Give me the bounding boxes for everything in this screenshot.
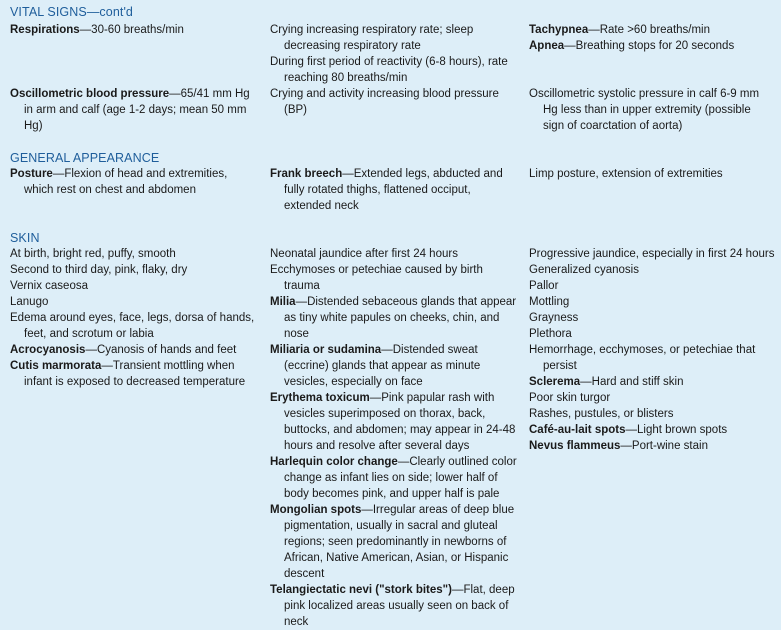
finding-item — [10, 278, 256, 294]
finding-text: At birth, bright red, puffy, smooth — [10, 248, 176, 260]
finding-term: Apnea — [529, 40, 565, 52]
finding-item — [529, 294, 775, 310]
finding-text: Poor skin turgor — [529, 392, 611, 404]
finding-text: —Flat, deep pink localized areas usually seen on back of neck — [284, 584, 515, 628]
finding-item — [529, 262, 775, 278]
finding-text: Limp posture, extension of extremities — [529, 168, 723, 180]
finding-text: Vernix caseosa — [10, 280, 88, 292]
column-normal — [10, 0, 256, 624]
finding-term: Respirations — [10, 24, 80, 36]
finding-text: —Port-wine stain — [620, 440, 708, 452]
column-common-variations — [270, 0, 518, 628]
finding-term: Harlequin color change — [270, 456, 398, 468]
finding-item — [270, 342, 518, 390]
finding-term: Milia — [270, 296, 296, 308]
finding-text: Crying increasing respiratory rate; sleep decreasing respiratory rate — [270, 24, 474, 52]
finding-item — [10, 246, 256, 262]
general-normal — [10, 166, 256, 198]
finding-text: Oscillometric systolic pressure in calf 6-9 mm Hg less than in upper extremity (possible sign of coarctation of aorta) — [529, 88, 760, 132]
finding-term: Posture — [10, 168, 53, 180]
finding-item — [270, 454, 518, 502]
finding-item — [10, 342, 256, 358]
finding-term: Erythema toxicum — [270, 392, 370, 404]
finding-term: Sclerema — [529, 376, 581, 388]
finding-item — [10, 294, 256, 310]
finding-text: Plethora — [529, 328, 572, 340]
finding-text: —Clearly outlined color change as infant lies on side; lower half of body becomes pink, and upper half is pale — [284, 456, 517, 500]
skin-variations — [270, 246, 518, 630]
finding-item — [270, 390, 518, 454]
finding-term: Nevus flammeus — [529, 440, 621, 452]
finding-item — [529, 390, 775, 406]
finding-text: —Pink papular rash with vesicles superimposed on thorax, back, buttocks, and abdomen; may appear in 24-48 hours and resolve after several days — [284, 392, 516, 452]
vital-bp-deviations — [529, 86, 775, 134]
finding-text: —Transient mottling when infant is exposed to decreased temperature — [24, 360, 246, 388]
finding-text: —65/41 mm Hg in arm and calf (age 1-2 days; mean 50 mm Hg) — [24, 88, 250, 132]
column-deviations — [529, 0, 775, 624]
finding-text: —Breathing stops for 20 seconds — [564, 40, 735, 52]
finding-item — [529, 278, 775, 294]
finding-term: Frank breech — [270, 168, 343, 180]
finding-item — [10, 310, 256, 342]
finding-item — [529, 246, 775, 262]
heading-vital-signs: VITAL SIGNS—cont'd — [10, 5, 133, 19]
finding-item — [529, 374, 775, 390]
finding-item — [529, 86, 775, 134]
general-deviations — [529, 166, 775, 182]
finding-item — [10, 22, 256, 38]
finding-item — [529, 22, 775, 38]
finding-item — [529, 342, 775, 374]
heading-general-appearance: GENERAL APPEARANCE — [10, 151, 160, 165]
finding-term: Café-au-lait spots — [529, 424, 626, 436]
finding-text: Rashes, pustules, or blisters — [529, 408, 674, 420]
vital-bp-variations — [270, 86, 518, 118]
finding-term: Mongolian spots — [270, 504, 362, 516]
finding-item — [270, 86, 518, 118]
finding-item — [270, 22, 518, 54]
finding-text: During first period of reactivity (6-8 hours), rate reaching 80 breaths/min — [270, 56, 508, 84]
finding-text: Hemorrhage, ecchymoses, or petechiae that persist — [529, 344, 756, 372]
finding-item — [270, 262, 518, 294]
finding-item — [529, 438, 775, 454]
finding-text: Grayness — [529, 312, 579, 324]
finding-text: Lanugo — [10, 296, 49, 308]
finding-item — [10, 166, 256, 198]
vital-resp-variations — [270, 22, 518, 86]
finding-item — [529, 326, 775, 342]
finding-text: —Hard and stiff skin — [580, 376, 684, 388]
finding-text: —Distended sweat (eccrine) glands that appear as minute vesicles, especially on face — [284, 344, 481, 388]
finding-item — [529, 166, 775, 182]
finding-item — [10, 358, 256, 390]
finding-item — [270, 54, 518, 86]
finding-text: —Extended legs, abducted and fully rotated thighs, flattened occiput, extended neck — [284, 168, 503, 212]
skin-deviations — [529, 246, 775, 454]
finding-text: Second to third day, pink, flaky, dry — [10, 264, 188, 276]
finding-text: —Light brown spots — [625, 424, 728, 436]
finding-item — [270, 246, 518, 262]
vital-bp-normal — [10, 86, 256, 134]
finding-item — [529, 310, 775, 326]
general-variations — [270, 166, 518, 214]
finding-text: —Distended sebaceous glands that appear as tiny white papules on cheeks, chin, and nose — [284, 296, 517, 340]
finding-term: Acrocyanosis — [10, 344, 86, 356]
vital-resp-deviations — [529, 22, 775, 54]
finding-text: Ecchymoses or petechiae caused by birth trauma — [270, 264, 483, 292]
finding-text: Pallor — [529, 280, 559, 292]
finding-item — [270, 166, 518, 214]
finding-text: Edema around eyes, face, legs, dorsa of hands, feet, and scrotum or labia — [10, 312, 255, 340]
finding-text: —Cyanosis of hands and feet — [85, 344, 237, 356]
finding-item — [10, 86, 256, 134]
finding-text: Crying and activity increasing blood pressure (BP) — [270, 88, 499, 116]
finding-text: —Flexion of head and extremities, which rest on chest and abdomen — [24, 168, 228, 196]
finding-text: Neonatal jaundice after first 24 hours — [270, 248, 458, 260]
finding-term: Telangiectatic nevi ("stork bites") — [270, 584, 452, 596]
finding-text: Progressive jaundice, especially in first 24 hours — [529, 248, 775, 260]
finding-text: —Irregular areas of deep blue pigmentation, usually in sacral and gluteal regions; seen predominantly in newborns of African, Native American, Asian, or Hispanic descent — [284, 504, 515, 580]
finding-text: —Rate >60 breaths/min — [588, 24, 711, 36]
finding-text: Generalized cyanosis — [529, 264, 639, 276]
finding-item — [270, 294, 518, 342]
vital-resp-normal — [10, 22, 256, 38]
finding-term: Oscillometric blood pressure — [10, 88, 170, 100]
finding-text: —30-60 breaths/min — [79, 24, 184, 36]
finding-item — [529, 422, 775, 438]
finding-term: Miliaria or sudamina — [270, 344, 382, 356]
heading-skin: SKIN — [10, 231, 40, 245]
finding-term: Tachypnea — [529, 24, 589, 36]
skin-normal — [10, 246, 256, 390]
finding-item — [270, 502, 518, 582]
finding-term: Cutis marmorata — [10, 360, 102, 372]
finding-text: Mottling — [529, 296, 570, 308]
finding-item — [529, 406, 775, 422]
finding-item — [529, 38, 775, 54]
finding-item — [10, 262, 256, 278]
finding-item — [270, 582, 518, 630]
